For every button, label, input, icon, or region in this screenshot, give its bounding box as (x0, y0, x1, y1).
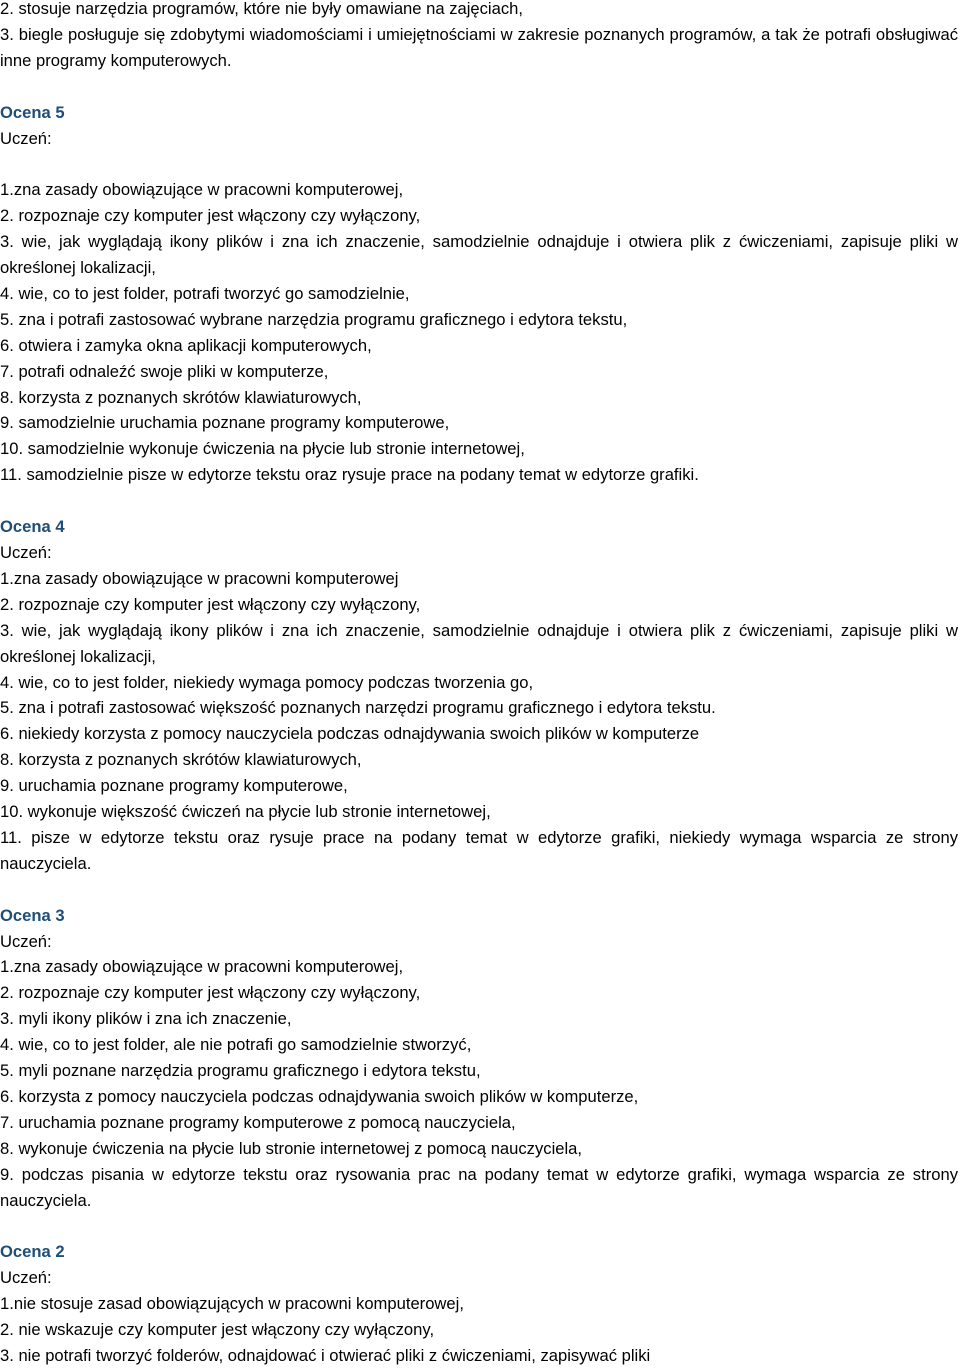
section-heading: Ocena 4 (0, 517, 65, 537)
list-item: 3. nie potrafi tworzyć folderów, odnajdować i otwierać pliki z ćwiczeniami, zapisywać pliki (0, 1346, 651, 1366)
list-item: 9. uruchamia poznane programy komputerowe, (0, 776, 348, 796)
list-item: 6. niekiedy korzysta z pomocy nauczyciela podczas odnajdywania swoich plików w komputerze (0, 724, 700, 744)
list-item: 6. korzysta z pomocy nauczyciela podczas odnajdywania swoich plików w komputerze, (0, 1087, 639, 1106)
list-item: 11. samodzielnie pisze w edytorze tekstu oraz rysuje prace na podany temat w edytorze grafiki. (0, 465, 699, 485)
section-heading: Ocena 2 (0, 1242, 65, 1262)
list-item: 10. wykonuje większość ćwiczeń na płycie lub stronie internetowej, (0, 802, 491, 822)
list-item: 5. zna i potrafi zastosować większość poznanych narzędzi programu graficznego i edytora tekstu. (0, 698, 716, 718)
section-subheading: Uczeń: (0, 128, 52, 148)
list-item: 3. myli ikony plików i zna ich znaczenie, (0, 1009, 292, 1029)
list-item: 8. korzysta z poznanych skrótów klawiaturowych, (0, 750, 362, 770)
list-item: 7. uruchamia poznane programy komputerowe z pomocą nauczyciela, (0, 1112, 516, 1132)
grade-section-3 (0, 903, 958, 1214)
list-item: 5. myli poznane narzędzia programu graficznego i edytora tekstu, (0, 1061, 481, 1081)
list-item: 2. rozpoznaje czy komputer jest włączony czy wyłączony, (0, 983, 421, 1003)
list-item: 9. podczas pisania w edytorze tekstu oraz rysowania prac na podany temat w edytorze grafiki, wymaga wsparcia ze strony nauczyciela. (0, 1164, 958, 1210)
intro-item: 3. biegle posługuje się zdobytymi wiadomościami i umiejętnościami w zakresie poznanych programów, a tak że potrafi obsługiwać inne programy komputerowych. (0, 24, 958, 70)
list-item: 2. nie wskazuje czy komputer jest włączony czy wyłączony, (0, 1320, 435, 1340)
list-item: 4. wie, co to jest folder, potrafi tworzyć go samodzielnie, (0, 283, 410, 303)
list-item: 8. wykonuje ćwiczenia na płycie lub stronie internetowej z pomocą nauczyciela, (0, 1138, 583, 1158)
section-heading: Ocena 5 (0, 102, 65, 122)
list-item: 1.zna zasady obowiązujące w pracowni komputerowej, (0, 957, 404, 977)
list-item: 11. pisze w edytorze tekstu oraz rysuje prace na podany temat w edytorze grafiki, niekiedy wymaga wsparcia ze strony nauczyciela. (0, 827, 958, 873)
list-item: 5. zna i potrafi zastosować wybrane narzędzia programu graficznego i edytora tekstu, (0, 309, 628, 329)
list-item: 1.nie stosuje zasad obowiązujących w pracowni komputerowej, (0, 1294, 464, 1314)
section-subheading: Uczeń: (0, 542, 52, 562)
intro-item: 2. stosuje narzędzia programów, które nie były omawiane na zajęciach, (0, 0, 523, 18)
list-item: 3. wie, jak wyglądają ikony plików i zna ich znaczenie, samodzielnie odnajduje i otwiera plik z ćwiczeniami, zapisuje pliki w określonej lokalizacji, (0, 620, 958, 666)
list-item: 7. potrafi odnaleźć swoje pliki w komputerze, (0, 361, 329, 381)
list-item: 1.zna zasady obowiązujące w pracowni komputerowej, (0, 180, 404, 200)
list-item: 8. korzysta z poznanych skrótów klawiaturowych, (0, 387, 362, 407)
list-item: 3. wie, jak wyglądają ikony plików i zna ich znaczenie, samodzielnie odnajduje i otwiera plik z ćwiczeniami, zapisuje pliki w określonej lokalizacji, (0, 232, 958, 278)
section-subheading: Uczeń: (0, 1268, 52, 1288)
section-heading: Ocena 3 (0, 905, 65, 925)
list-item: 6. otwiera i zamyka okna aplikacji komputerowych, (0, 335, 372, 355)
list-item: 10. samodzielnie wykonuje ćwiczenia na płycie lub stronie internetowej, (0, 439, 525, 459)
list-item: 2. rozpoznaje czy komputer jest włączony czy wyłączony, (0, 594, 421, 614)
list-item: 2. rozpoznaje czy komputer jest włączony czy wyłączony, (0, 206, 421, 226)
list-item: 4. wie, co to jest folder, ale nie potrafi go samodzielnie stworzyć, (0, 1035, 472, 1055)
section-subheading: Uczeń: (0, 931, 52, 951)
grade-section-4 (0, 514, 958, 877)
list-item: 9. samodzielnie uruchamia poznane programy komputerowe, (0, 413, 450, 433)
grade-section-5 (0, 100, 958, 489)
grade-section-2 (0, 1239, 958, 1369)
list-item: 4. wie, co to jest folder, niekiedy wymaga pomocy podczas tworzenia go, (0, 672, 534, 692)
list-item: 1.zna zasady obowiązujące w pracowni komputerowej (0, 568, 399, 588)
